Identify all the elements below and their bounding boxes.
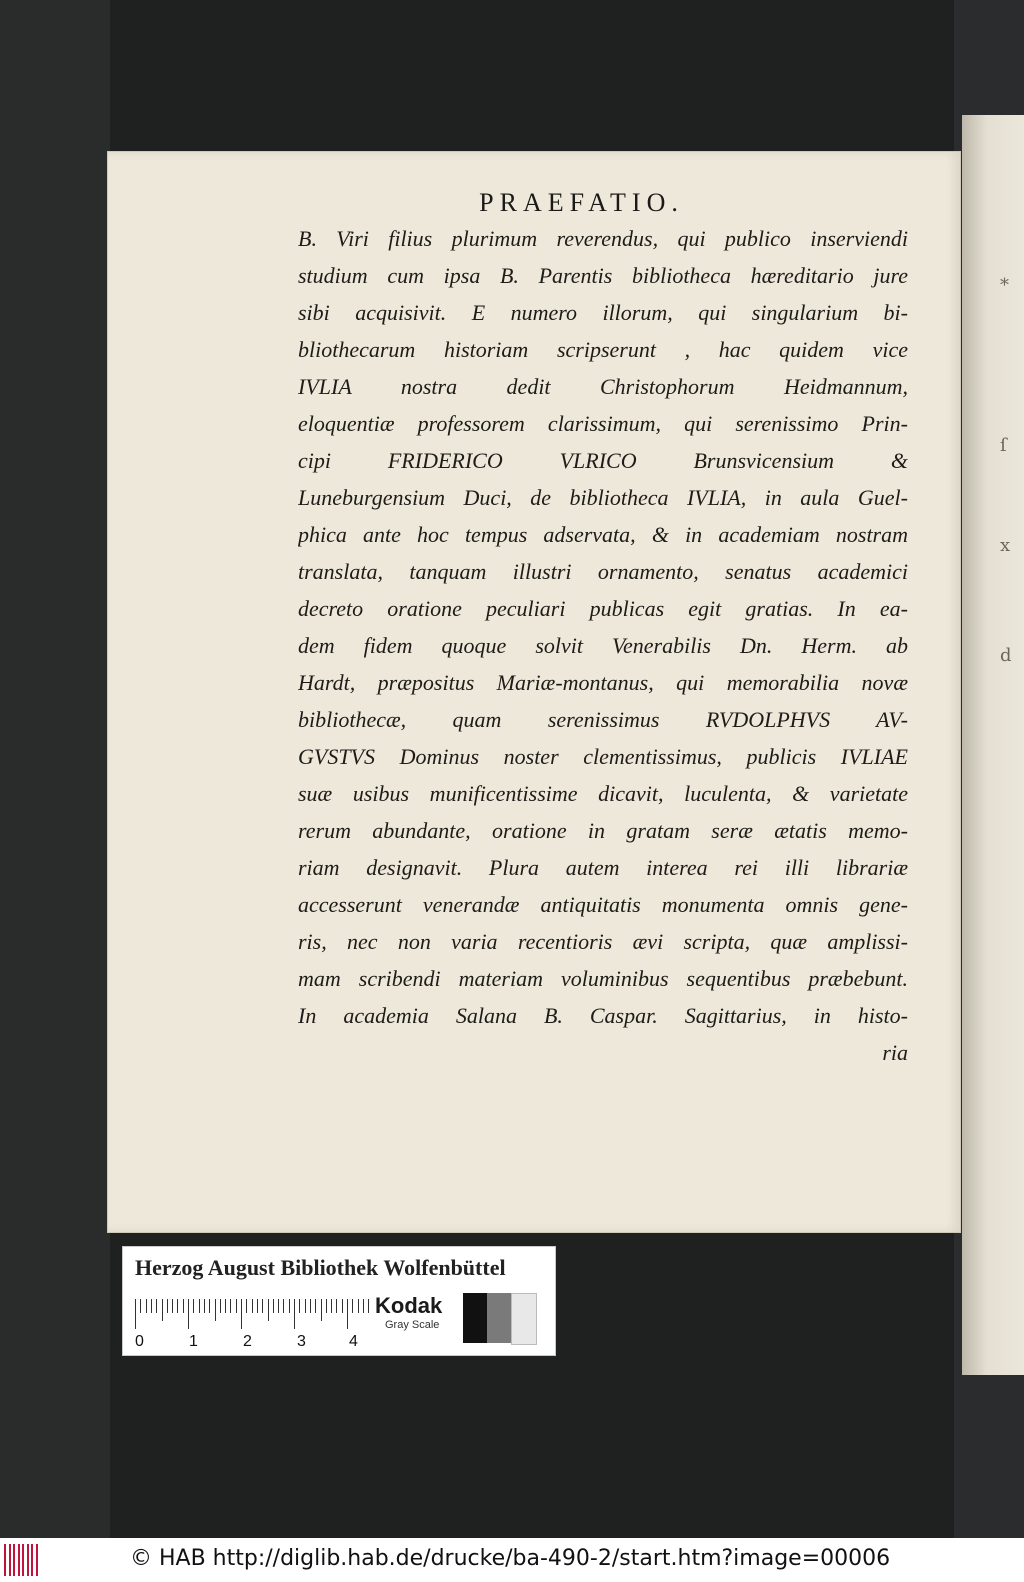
ruler-tick — [363, 1299, 364, 1313]
ruler-tick — [289, 1299, 290, 1313]
ruler-tick — [246, 1299, 247, 1313]
ruler-tick — [358, 1299, 359, 1313]
text-line: eloquentiæ professorem clarissimum, qui serenissimo Prin- — [298, 411, 908, 436]
ruler-tick — [268, 1299, 269, 1321]
text-line: decreto oratione peculiari publicas egit gratias. In ea- — [298, 596, 908, 621]
barcode-icon — [4, 1544, 42, 1576]
adjacent-page-edge: * ſ x d — [962, 115, 1024, 1375]
text-line: B. Viri filius plurimum reverendus, qui publico inserviendi — [298, 226, 908, 251]
ruler-tick — [278, 1299, 279, 1313]
ruler-tick — [172, 1299, 173, 1313]
library-name: Herzog August Bibliothek Wolfenbüttel — [135, 1255, 506, 1280]
ruler-tick — [140, 1299, 141, 1313]
ruler-tick — [162, 1299, 163, 1321]
ruler-tick — [146, 1299, 147, 1313]
book-page — [108, 152, 960, 1232]
ruler-tick — [273, 1299, 274, 1313]
ruler-tick — [199, 1299, 200, 1313]
text-line: riam designavit. Plura autem interea rei illi librariæ — [298, 855, 908, 880]
text-line: sibi acquisivit. E numero illorum, qui singularium bi- — [298, 300, 908, 325]
text-line: suæ usibus munificentissime dicavit, luculenta, & varietate — [298, 781, 908, 806]
ruler-tick — [236, 1299, 237, 1313]
text-line: studium cum ipsa B. Parentis bibliotheca hæreditario jure — [298, 263, 908, 288]
ruler-tick — [193, 1299, 194, 1313]
text-line: GVSTVS Dominus noster clementissimus, publicis IVLIAE — [298, 744, 908, 769]
kodak-logo: Kodak — [375, 1293, 443, 1318]
ruler-tick — [220, 1299, 221, 1313]
text-line: translata, tanquam illustri ornamento, senatus academici — [298, 559, 908, 584]
gray-swatch-white — [511, 1293, 537, 1345]
ruler-tick — [204, 1299, 205, 1313]
page-body-text — [298, 220, 908, 1071]
ruler-number: 4 — [349, 1333, 358, 1350]
ruler-tick — [321, 1299, 322, 1321]
ruler-tick — [305, 1299, 306, 1313]
text-line: mam scribendi materiam voluminibus sequentibus præbebunt. — [298, 966, 908, 991]
ruler-tick — [310, 1299, 311, 1313]
library-color-card — [122, 1246, 556, 1356]
ruler-tick — [241, 1299, 242, 1329]
ruler-tick — [299, 1299, 300, 1313]
ruler-tick — [156, 1299, 157, 1313]
ruler-tick — [342, 1299, 343, 1313]
ruler-tick — [336, 1299, 337, 1313]
scanner-background-left — [0, 0, 110, 1582]
text-line: Hardt, præpositus Mariæ-montanus, qui memorabilia novæ — [298, 670, 908, 695]
ruler-tick — [183, 1299, 184, 1313]
ruler-tick — [368, 1299, 369, 1313]
ruler-tick — [331, 1299, 332, 1313]
ruler-number: 3 — [297, 1333, 306, 1350]
text-line: ris, nec non varia recentioris ævi scripta, quæ amplissi- — [298, 929, 908, 954]
ruler-tick — [215, 1299, 216, 1321]
footer-bar — [0, 1538, 1024, 1582]
ruler-tick — [188, 1299, 189, 1329]
ruler-tick — [151, 1299, 152, 1313]
ruler-tick — [177, 1299, 178, 1313]
ruler-tick — [352, 1299, 353, 1313]
text-line: accesserunt venerandæ antiquitatis monumenta omnis gene- — [298, 892, 908, 917]
text-line: bibliothecæ, quam serenissimus RVDOLPHVS AV- — [298, 707, 908, 732]
ruler-tick — [209, 1299, 210, 1313]
text-line: IVLIA nostra dedit Christophorum Heidmannum, — [298, 374, 908, 399]
measurement-ruler — [135, 1295, 365, 1331]
footer-url[interactable]: © HAB http://diglib.hab.de/drucke/ba-490-2/start.htm?image=00006 — [130, 1546, 891, 1571]
ruler-tick — [326, 1299, 327, 1313]
text-line: ria — [882, 1040, 908, 1065]
ruler-tick — [262, 1299, 263, 1313]
ruler-number: 1 — [189, 1333, 198, 1350]
gray-swatch-black — [463, 1293, 487, 1343]
ruler-tick — [135, 1299, 136, 1329]
text-line: rerum abundante, oratione in gratam seræ ætatis memo- — [298, 818, 908, 843]
ruler-tick — [225, 1299, 226, 1313]
gray-swatch-mid — [487, 1293, 511, 1343]
ruler-tick — [167, 1299, 168, 1313]
ruler-tick — [347, 1299, 348, 1329]
text-line: Luneburgensium Duci, de bibliotheca IVLIA, in aula Guel- — [298, 485, 908, 510]
ruler-tick — [315, 1299, 316, 1313]
ruler-tick — [257, 1299, 258, 1313]
ruler-tick — [230, 1299, 231, 1313]
ruler-tick — [294, 1299, 295, 1329]
text-line: bliothecarum historiam scripserunt , hac quidem vice — [298, 337, 908, 362]
text-line: dem fidem quoque solvit Venerabilis Dn. Herm. ab — [298, 633, 908, 658]
kodak-subtitle: Gray Scale — [385, 1319, 440, 1331]
ruler-number: 0 — [135, 1333, 144, 1350]
ruler-tick — [252, 1299, 253, 1313]
text-line: In academia Salana B. Caspar. Sagittarius, in histo- — [298, 1003, 908, 1028]
text-line: phica ante hoc tempus adservata, & in academiam nostram — [298, 522, 908, 547]
ruler-tick — [283, 1299, 284, 1313]
page-title: PRAEFATIO. — [479, 188, 684, 217]
text-line: cipi FRIDERICO VLRICO Brunsvicensium & — [298, 448, 908, 473]
ruler-number: 2 — [243, 1333, 252, 1350]
